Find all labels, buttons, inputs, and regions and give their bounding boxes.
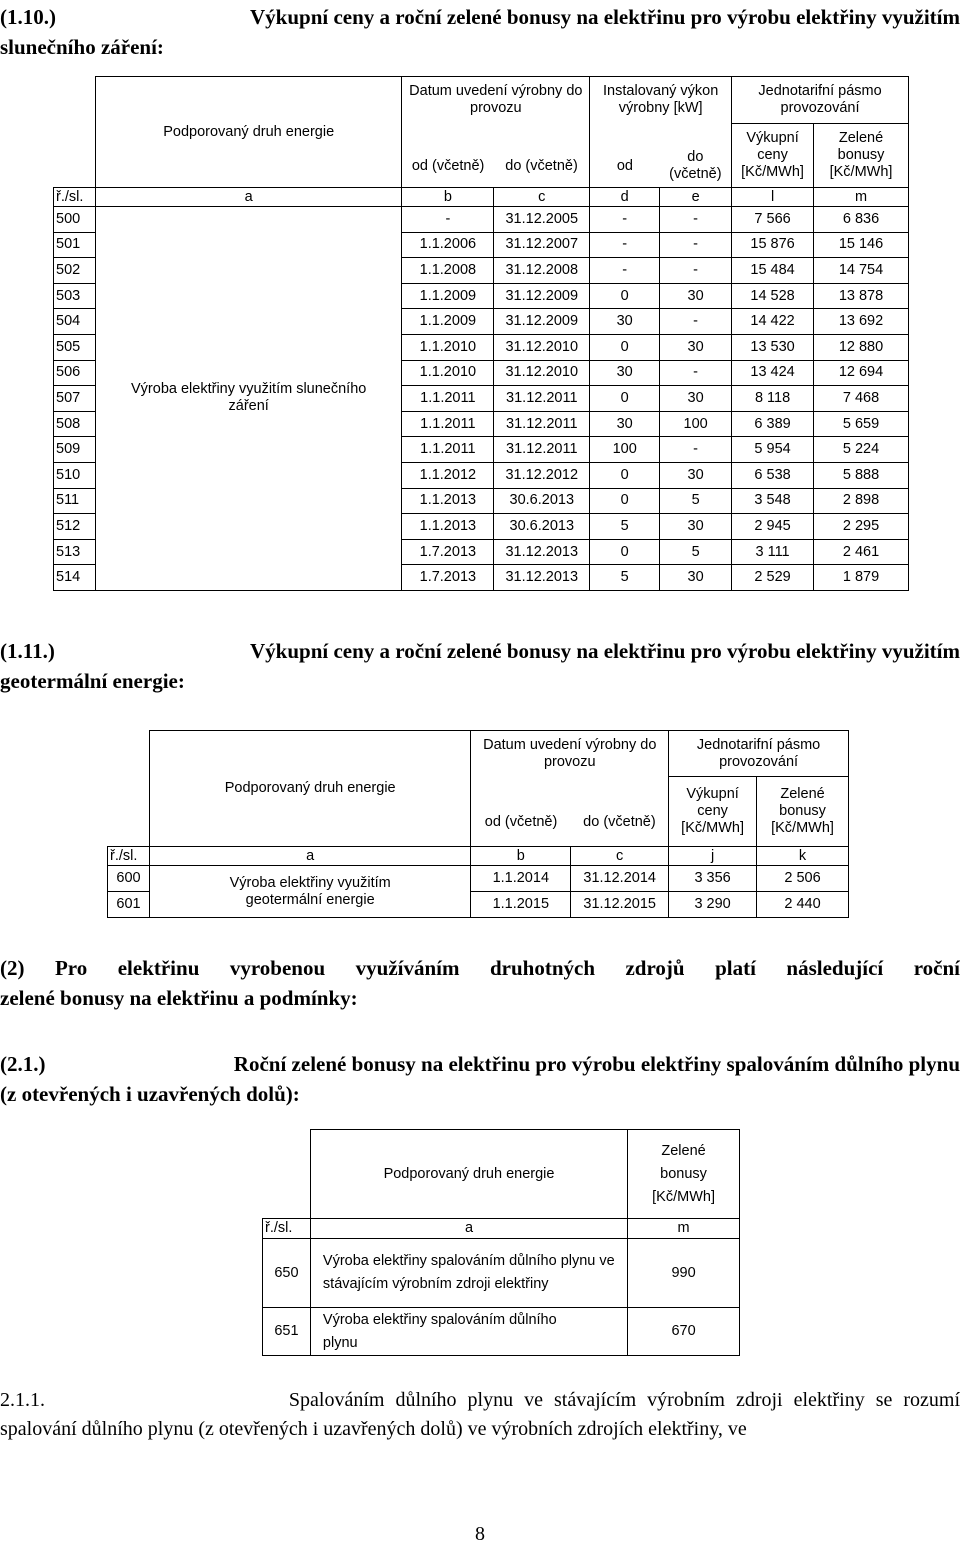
cell: 5 888 [814, 462, 909, 488]
header-power-from: od [590, 146, 660, 188]
cell: - [660, 360, 732, 386]
cell: 1.1.2009 [402, 309, 494, 335]
cell: 31.12.2011 [494, 437, 590, 463]
cell: 30 [660, 565, 732, 591]
header-to-incl: do (včetně) [494, 146, 590, 188]
cell: 13 878 [814, 283, 909, 309]
cell: 0 [590, 488, 660, 514]
cell: 1.1.2012 [402, 462, 494, 488]
cell: 5 [660, 539, 732, 565]
row-number: 510 [54, 462, 96, 488]
cell: 31.12.2010 [494, 360, 590, 386]
cell: - [590, 232, 660, 258]
row-number: 601 [108, 892, 150, 918]
cell: 5 [590, 565, 660, 591]
cell: 30 [660, 462, 732, 488]
row-number: 500 [54, 207, 96, 233]
cell: 1.1.2014 [471, 866, 571, 892]
cell: 30 [590, 411, 660, 437]
cell: - [660, 437, 732, 463]
row-number: 651 [263, 1308, 311, 1356]
category-cell: Výroba elektřiny spalováním důlního plynu ve stávajícím výrobním zdroji elektřiny [310, 1239, 627, 1308]
cell: 3 290 [669, 892, 757, 918]
cell: 30.6.2013 [494, 488, 590, 514]
letter-cell: l [732, 188, 814, 207]
cell: 30 [660, 514, 732, 540]
cell: 1.1.2013 [402, 488, 494, 514]
header-date-group: Datum uvedení výrobny do provozu [402, 77, 590, 124]
cell: 31.12.2015 [571, 892, 669, 918]
header-tariff-group: Jednotarifní pásmo provozování [732, 77, 909, 124]
letter-cell: a [149, 847, 470, 866]
cell: 6 389 [732, 411, 814, 437]
cell: 3 548 [732, 488, 814, 514]
cell: - [660, 232, 732, 258]
cell: 30 [590, 360, 660, 386]
cell: 1.7.2013 [402, 565, 494, 591]
cell: 30 [590, 309, 660, 335]
cell: 1.1.2010 [402, 334, 494, 360]
section-title-line1: Výkupní ceny a roční zelené bonusy na elektřinu pro výrobu elektřiny využitím [250, 639, 960, 663]
category-cell: Výroba elektřiny využitím geotermální energie [149, 866, 470, 918]
cell: 13 424 [732, 360, 814, 386]
row-number: 508 [54, 411, 96, 437]
section-2-line1: (2) Pro elektřinu vyrobenou využíváním druhotných zdrojů platí následující roční [0, 956, 960, 980]
cell: 5 [660, 488, 732, 514]
cell: - [590, 258, 660, 284]
cell: - [660, 207, 732, 233]
paragraph-line1: Spalováním důlního plynu ve stávajícím výrobním zdroji elektřiny se rozumí [288, 1389, 960, 1411]
paragraph-line2: spalování důlního plynu (z otevřených i uzavřených dolů) ve výrobních zdrojích elektřiny, ve [0, 1418, 747, 1440]
section-title-line2: geotermální energie: [0, 669, 185, 693]
cell: 0 [590, 334, 660, 360]
page-number: 8 [475, 1523, 485, 1545]
section-title-line1: Roční zelené bonusy na elektřinu pro výrobu elektřiny spalováním důlního plynu [233, 1052, 960, 1076]
section-heading-1-10 [0, 2, 960, 62]
cell: 15 146 [814, 232, 909, 258]
cell: 5 224 [814, 437, 909, 463]
cell: 3 356 [669, 866, 757, 892]
letter-cell: ř./sl. [263, 1219, 311, 1239]
cell: 15 484 [732, 258, 814, 284]
letters-row [108, 847, 849, 866]
section-number: (1.10.) [0, 5, 56, 29]
cell: 31.12.2014 [571, 866, 669, 892]
section-title-line2: (z otevřených i uzavřených dolů): [0, 1082, 300, 1106]
cell: 0 [590, 386, 660, 412]
header-purchase-price: Výkupní ceny [Kč/MWh] [669, 777, 757, 847]
section-title-line2: slunečního záření: [0, 35, 164, 59]
letter-cell: e [660, 188, 732, 207]
cell: 14 754 [814, 258, 909, 284]
cell: 31.12.2009 [494, 283, 590, 309]
cell: 31.12.2011 [494, 411, 590, 437]
header-from-incl: od (včetně) [471, 799, 571, 847]
letter-cell: ř./sl. [54, 188, 96, 207]
cell: - [660, 258, 732, 284]
row-number: 512 [54, 514, 96, 540]
row-number: 509 [54, 437, 96, 463]
letter-cell: j [669, 847, 757, 866]
cell: 1.1.2011 [402, 386, 494, 412]
header-energy-type: Podporovaný druh energie [95, 77, 401, 188]
cell: 14 528 [732, 283, 814, 309]
header-from-incl: od (včetně) [402, 146, 494, 188]
cell: 1.1.2013 [402, 514, 494, 540]
cell: 14 422 [732, 309, 814, 335]
cell: 2 898 [814, 488, 909, 514]
letter-cell: a [310, 1219, 627, 1239]
paragraph-2-1-1 [0, 1386, 960, 1444]
cell: 15 876 [732, 232, 814, 258]
header-green-bonus: Zelené bonusy [Kč/MWh] [757, 777, 849, 847]
cell: 13 530 [732, 334, 814, 360]
cell: 30 [660, 283, 732, 309]
cell: 0 [590, 462, 660, 488]
cell: 0 [590, 539, 660, 565]
cell: - [590, 207, 660, 233]
letter-cell: c [494, 188, 590, 207]
cell: 31.12.2008 [494, 258, 590, 284]
cell: 31.12.2009 [494, 309, 590, 335]
cell: 13 692 [814, 309, 909, 335]
solar-price-table [53, 76, 909, 591]
cell: 1.1.2010 [402, 360, 494, 386]
header-power-to: do (včetně) [660, 146, 732, 188]
section-heading-1-11 [0, 636, 960, 696]
row-number: 514 [54, 565, 96, 591]
cell: 1.1.2006 [402, 232, 494, 258]
cell: 990 [628, 1239, 740, 1308]
cell: 6 538 [732, 462, 814, 488]
cell: 1.1.2009 [402, 283, 494, 309]
letter-cell: ř./sl. [108, 847, 150, 866]
cell: 30 [660, 386, 732, 412]
header-energy-type: Podporovaný druh energie [310, 1130, 627, 1219]
row-number: 650 [263, 1239, 311, 1308]
cell: 12 880 [814, 334, 909, 360]
mine-gas-bonus-table [262, 1129, 740, 1356]
cell: 5 954 [732, 437, 814, 463]
section-heading-2-1 [0, 1049, 960, 1109]
row-number: 502 [54, 258, 96, 284]
cell: - [402, 207, 494, 233]
letters-row [54, 188, 909, 207]
cell: 3 111 [732, 539, 814, 565]
section-title-line1: Výkupní ceny a roční zelené bonusy na elektřinu pro výrobu elektřiny využitím [250, 5, 960, 29]
header-energy-type: Podporovaný druh energie [149, 731, 470, 847]
category-cell: Výroba elektřiny spalováním důlního plynu [310, 1308, 627, 1356]
header-tariff-group: Jednotarifní pásmo provozování [669, 731, 849, 777]
header-power-group: Instalovaný výkon výrobny [kW] [590, 77, 732, 124]
table-row [263, 1239, 740, 1308]
cell: 6 836 [814, 207, 909, 233]
cell: 1.1.2011 [402, 437, 494, 463]
cell: 2 295 [814, 514, 909, 540]
cell: 7 468 [814, 386, 909, 412]
cell: 12 694 [814, 360, 909, 386]
cell: 1.1.2008 [402, 258, 494, 284]
row-number: 600 [108, 866, 150, 892]
geothermal-price-table [107, 730, 849, 918]
letter-cell: m [628, 1219, 740, 1239]
cell: 0 [590, 283, 660, 309]
row-number: 505 [54, 334, 96, 360]
cell: 2 506 [757, 866, 849, 892]
section-number: (1.11.) [0, 639, 55, 663]
row-number: 501 [54, 232, 96, 258]
cell: 7 566 [732, 207, 814, 233]
cell: 31.12.2013 [494, 539, 590, 565]
table-row [263, 1308, 740, 1356]
letters-row [263, 1219, 740, 1239]
letter-cell: m [814, 188, 909, 207]
table-row [54, 207, 909, 233]
table-row [108, 866, 849, 892]
cell: 1.1.2015 [471, 892, 571, 918]
letter-cell: b [471, 847, 571, 866]
cell: 31.12.2012 [494, 462, 590, 488]
letter-cell: k [757, 847, 849, 866]
cell: 31.12.2011 [494, 386, 590, 412]
cell: 100 [660, 411, 732, 437]
cell: 1.1.2011 [402, 411, 494, 437]
row-number: 507 [54, 386, 96, 412]
section-number: (2.1.) [0, 1052, 46, 1076]
cell: 31.12.2013 [494, 565, 590, 591]
paragraph-number: 2.1.1. [0, 1389, 45, 1411]
cell: 30.6.2013 [494, 514, 590, 540]
row-number: 513 [54, 539, 96, 565]
cell: 5 [590, 514, 660, 540]
cell: 31.12.2010 [494, 334, 590, 360]
category-cell: Výroba elektřiny využitím slunečního záření [95, 207, 401, 591]
letter-cell: b [402, 188, 494, 207]
cell: 1 879 [814, 565, 909, 591]
cell: 8 118 [732, 386, 814, 412]
row-number: 504 [54, 309, 96, 335]
cell: 30 [660, 334, 732, 360]
row-number: 511 [54, 488, 96, 514]
letter-cell: c [571, 847, 669, 866]
cell: 2 440 [757, 892, 849, 918]
cell: 5 659 [814, 411, 909, 437]
section-2-line2: zelené bonusy na elektřinu a podmínky: [0, 986, 358, 1010]
row-number: 506 [54, 360, 96, 386]
cell: 100 [590, 437, 660, 463]
header-purchase-price: Výkupní ceny [Kč/MWh] [732, 124, 814, 188]
cell: 2 529 [732, 565, 814, 591]
cell: 2 945 [732, 514, 814, 540]
header-green-bonus: Zelené bonusy [Kč/MWh] [814, 124, 909, 188]
header-date-group: Datum uvedení výrobny do provozu [471, 731, 669, 777]
cell: - [660, 309, 732, 335]
row-number: 503 [54, 283, 96, 309]
cell: 31.12.2005 [494, 207, 590, 233]
header-to-incl: do (včetně) [571, 799, 669, 847]
cell: 2 461 [814, 539, 909, 565]
cell: 1.7.2013 [402, 539, 494, 565]
letter-cell: d [590, 188, 660, 207]
section-heading-2 [0, 953, 960, 1013]
cell: 31.12.2007 [494, 232, 590, 258]
cell: 670 [628, 1308, 740, 1356]
letter-cell: a [95, 188, 401, 207]
header-green-bonus: Zelené bonusy [Kč/MWh] [628, 1130, 740, 1219]
